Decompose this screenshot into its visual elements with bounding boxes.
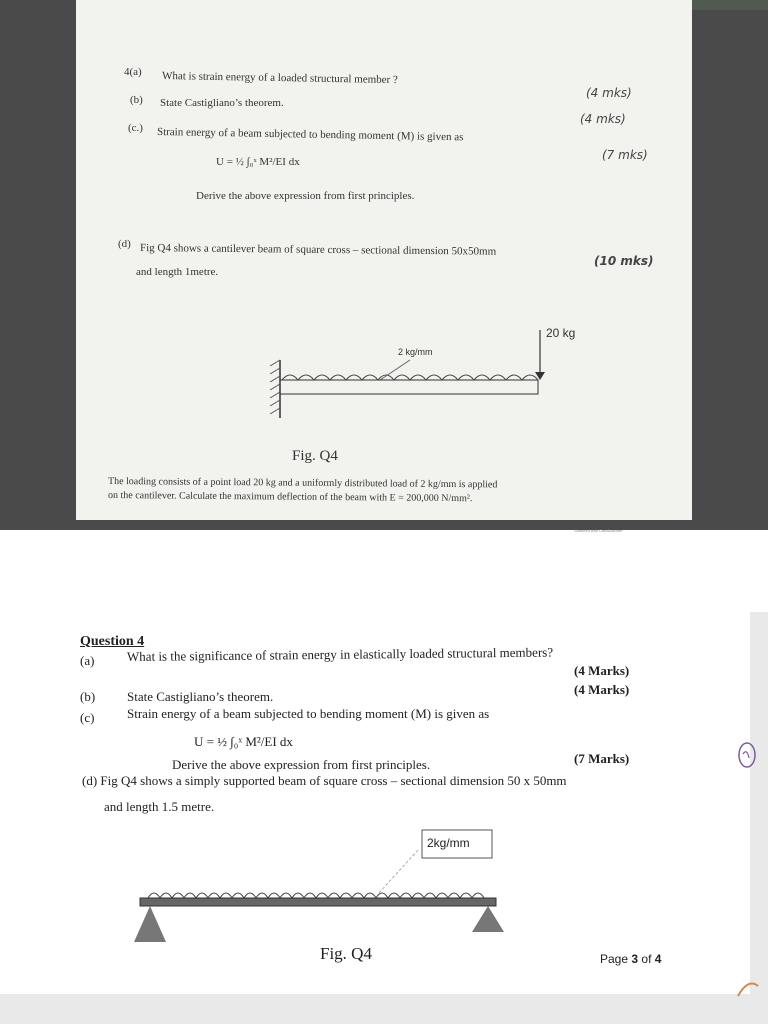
question-heading: Question 4 xyxy=(80,634,145,649)
part-b-text: State Castigliano’s theorem. xyxy=(127,689,274,704)
strain-energy-formula-bottom: U = ½ ∫₀ˣ M²/EI dx xyxy=(194,734,293,749)
handwritten-marks-a: (4 mks) xyxy=(586,86,632,100)
question-c-text: Strain energy of a beam subjected to bending moment (M) is given as xyxy=(156,126,464,144)
strain-energy-formula: U = ½ ∫₀ˣ M²/EI dx xyxy=(216,156,300,168)
page-of: of xyxy=(641,952,652,966)
scanner-watermark: Scanned with CamScanner xyxy=(574,528,623,533)
page-total: 4 xyxy=(654,952,662,966)
udl-label-bottom: 2kg/mm xyxy=(427,836,470,850)
cantilever-beam-figure xyxy=(260,320,590,430)
part-a-text: What is the significance of strain energy in elastically loaded structural members? xyxy=(126,644,554,664)
margin-curve-mark xyxy=(734,976,762,1000)
question-b-text: State Castigliano’s theorem. xyxy=(160,97,284,109)
page-current: 3 xyxy=(631,952,639,966)
page-label: Page xyxy=(600,952,629,966)
margin-circle-mark xyxy=(736,740,760,770)
question-b-number: (b) xyxy=(130,94,143,106)
part-a-number: (a) xyxy=(80,653,95,668)
question-d-text: Fig Q4 shows a cantilever beam of square cross – sectional dimension 50x50mm xyxy=(139,242,497,258)
part-d-text-2: and length 1.5 metre. xyxy=(104,799,215,814)
point-load-label: 20 kg xyxy=(546,326,576,340)
question-d-text-2: and length 1metre. xyxy=(136,266,219,278)
figure-caption-bottom: Fig. Q4 xyxy=(320,944,372,963)
loading-description-1: The loading consists of a point load 20 kg and a uniformly distributed load of 2 kg/mm is applied xyxy=(107,476,498,491)
question-a-text: What is strain energy of a loaded structural member ? xyxy=(161,70,398,87)
page-number xyxy=(600,952,661,966)
loading-description-2: on the cantilever. Calculate the maximum deflection of the beam with E = 200,000 N/mm². xyxy=(107,490,473,505)
question-c-number: (c.) xyxy=(128,122,143,134)
part-b-number: (b) xyxy=(80,689,96,704)
part-b-marks: (4 Marks) xyxy=(574,682,630,697)
question-d-number: (d) xyxy=(118,238,131,250)
handwritten-marks-c: (7 mks) xyxy=(602,148,648,162)
handwritten-marks-d: (10 mks) xyxy=(594,254,654,268)
figure-caption: Fig. Q4 xyxy=(292,448,338,464)
part-c-text: Strain energy of a beam subjected to bending moment (M) is given as xyxy=(127,706,490,721)
part-a-marks: (4 Marks) xyxy=(574,663,630,678)
derive-instruction-bottom: Derive the above expression from first principles. xyxy=(172,757,431,772)
part-c-marks: (7 Marks) xyxy=(574,751,630,766)
part-d-text: (d) Fig Q4 shows a simply supported beam of square cross – sectional dimension 50 x 50mm xyxy=(82,773,567,788)
handwritten-marks-b: (4 mks) xyxy=(580,112,626,126)
question-a-number: 4(a) xyxy=(124,66,142,78)
sheet-edge xyxy=(692,0,768,10)
derive-instruction: Derive the above expression from first principles. xyxy=(196,190,415,202)
udl-label: 2 kg/mm xyxy=(398,347,433,357)
part-c-number: (c) xyxy=(80,710,95,725)
